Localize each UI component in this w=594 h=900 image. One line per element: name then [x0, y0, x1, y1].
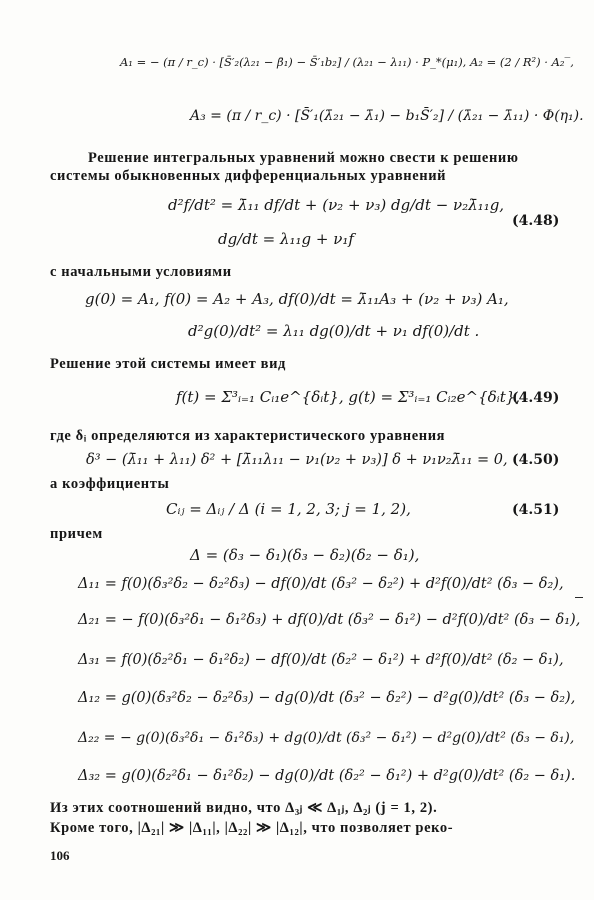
equation-initial-conditions-second: d²g(0)/dt² = λ₁₁ dg(0)/dt + ν₁ df(0)/dt .	[188, 322, 480, 340]
equation-a1-a2: A₁ = − (π / r_c) · [S̄′₂(λ₂₁ − β̄₁) − S̄′₁b₂] / (λ₂₁ − λ₁₁) · P_*(μ₁), A₂ = (2 / R²) · A₂‾,	[120, 55, 574, 69]
scan-artifact-mark	[575, 597, 583, 598]
equation-delta-21: Δ₂₁ = − f(0)(δ₃²δ₁ − δ₁²δ₃) + df(0)/dt (δ₃² − δ₁²) − d²f(0)/dt² (δ₃ − δ₁),	[78, 612, 581, 628]
page-number: 106	[50, 848, 70, 863]
paragraph-text: с начальными условиями	[50, 264, 232, 280]
equation-number: (4.48)	[512, 213, 560, 229]
equation-4-50: δ³ − (λ̄₁₁ + λ₁₁) δ² + [λ̄₁₁λ₁₁ − ν₁(ν₂ + ν₃)] δ + ν₁ν₂λ̄₁₁ = 0,	[86, 452, 508, 468]
paragraph-text: а коэффициенты	[50, 476, 170, 492]
paragraph-text: причем	[50, 526, 103, 542]
paragraph-text: Кроме того, |Δ₂₁| ≫ |Δ₁₁|, |Δ₂₂| ≫ |Δ₁₂|, что позволяет реко-	[50, 820, 454, 836]
equation-4-51: Cᵢⱼ = Δᵢⱼ / Δ (i = 1, 2, 3; j = 1, 2),	[166, 500, 411, 518]
paragraph-text: системы обыкновенных дифференциальных уравнений	[50, 168, 447, 184]
equation-4-49: f(t) = Σ³ᵢ₌₁ Cᵢ₁e^{δᵢt}, g(t) = Σ³ᵢ₌₁ Cᵢ₂e^{δᵢt},	[176, 388, 521, 406]
equation-initial-conditions: g(0) = A₁, f(0) = A₂ + A₃, df(0)/dt = λ̄₁₁A₃ + (ν₂ + ν₃) A₁,	[85, 290, 509, 308]
equation-4-48-first: d²f/dt² = λ̄₁₁ df/dt + (ν₂ + ν₃) dg/dt − ν₂λ̄₁₁g,	[168, 196, 505, 214]
paragraph-text: где δᵢ определяются из характеристического уравнения	[50, 428, 446, 444]
paragraph-text: Из этих соотношений видно, что Δ₃ⱼ ≪ Δ₁ⱼ, Δ₂ⱼ (j = 1, 2).	[50, 800, 438, 816]
paragraph-text: Решение этой системы имеет вид	[50, 356, 286, 372]
equation-number: (4.51)	[512, 502, 560, 518]
equation-delta-11: Δ₁₁ = f(0)(δ₃²δ₂ − δ₂²δ₃) − df(0)/dt (δ₃² − δ₂²) + d²f(0)/dt² (δ₃ − δ₂),	[78, 576, 564, 592]
equation-a3: A₃ = (π / r_c) · [S̄′₁(λ̄₂₁ − λ̄₁) − b₁S̄′₂] / (λ̄₂₁ − λ̄₁₁) · Φ(η₁).	[190, 108, 584, 124]
equation-delta-31: Δ₃₁ = f(0)(δ₂²δ₁ − δ₁²δ₂) − df(0)/dt (δ₂² − δ₁²) + d²f(0)/dt² (δ₂ − δ₁),	[78, 652, 564, 668]
equation-delta-32: Δ₃₂ = g(0)(δ₂²δ₁ − δ₁²δ₂) − dg(0)/dt (δ₂² − δ₁²) + d²g(0)/dt² (δ₂ − δ₁).	[78, 768, 576, 784]
equation-4-48-second: dg/dt = λ₁₁g + ν₁f	[218, 230, 354, 248]
equation-delta-22: Δ₂₂ = − g(0)(δ₃²δ₁ − δ₁²δ₃) + dg(0)/dt (δ₃² − δ₁²) − d²g(0)/dt² (δ₃ − δ₁),	[78, 730, 575, 746]
paragraph-text: Решение интегральных уравнений можно свести к решению	[88, 150, 519, 166]
equation-delta-12: Δ₁₂ = g(0)(δ₃²δ₂ − δ₂²δ₃) − dg(0)/dt (δ₃² − δ₂²) − d²g(0)/dt² (δ₃ − δ₂),	[78, 690, 576, 706]
equation-number: (4.49)	[512, 390, 560, 406]
equation-delta: Δ = (δ₃ − δ₁)(δ₃ − δ₂)(δ₂ − δ₁),	[190, 546, 420, 564]
equation-number: (4.50)	[512, 452, 560, 468]
